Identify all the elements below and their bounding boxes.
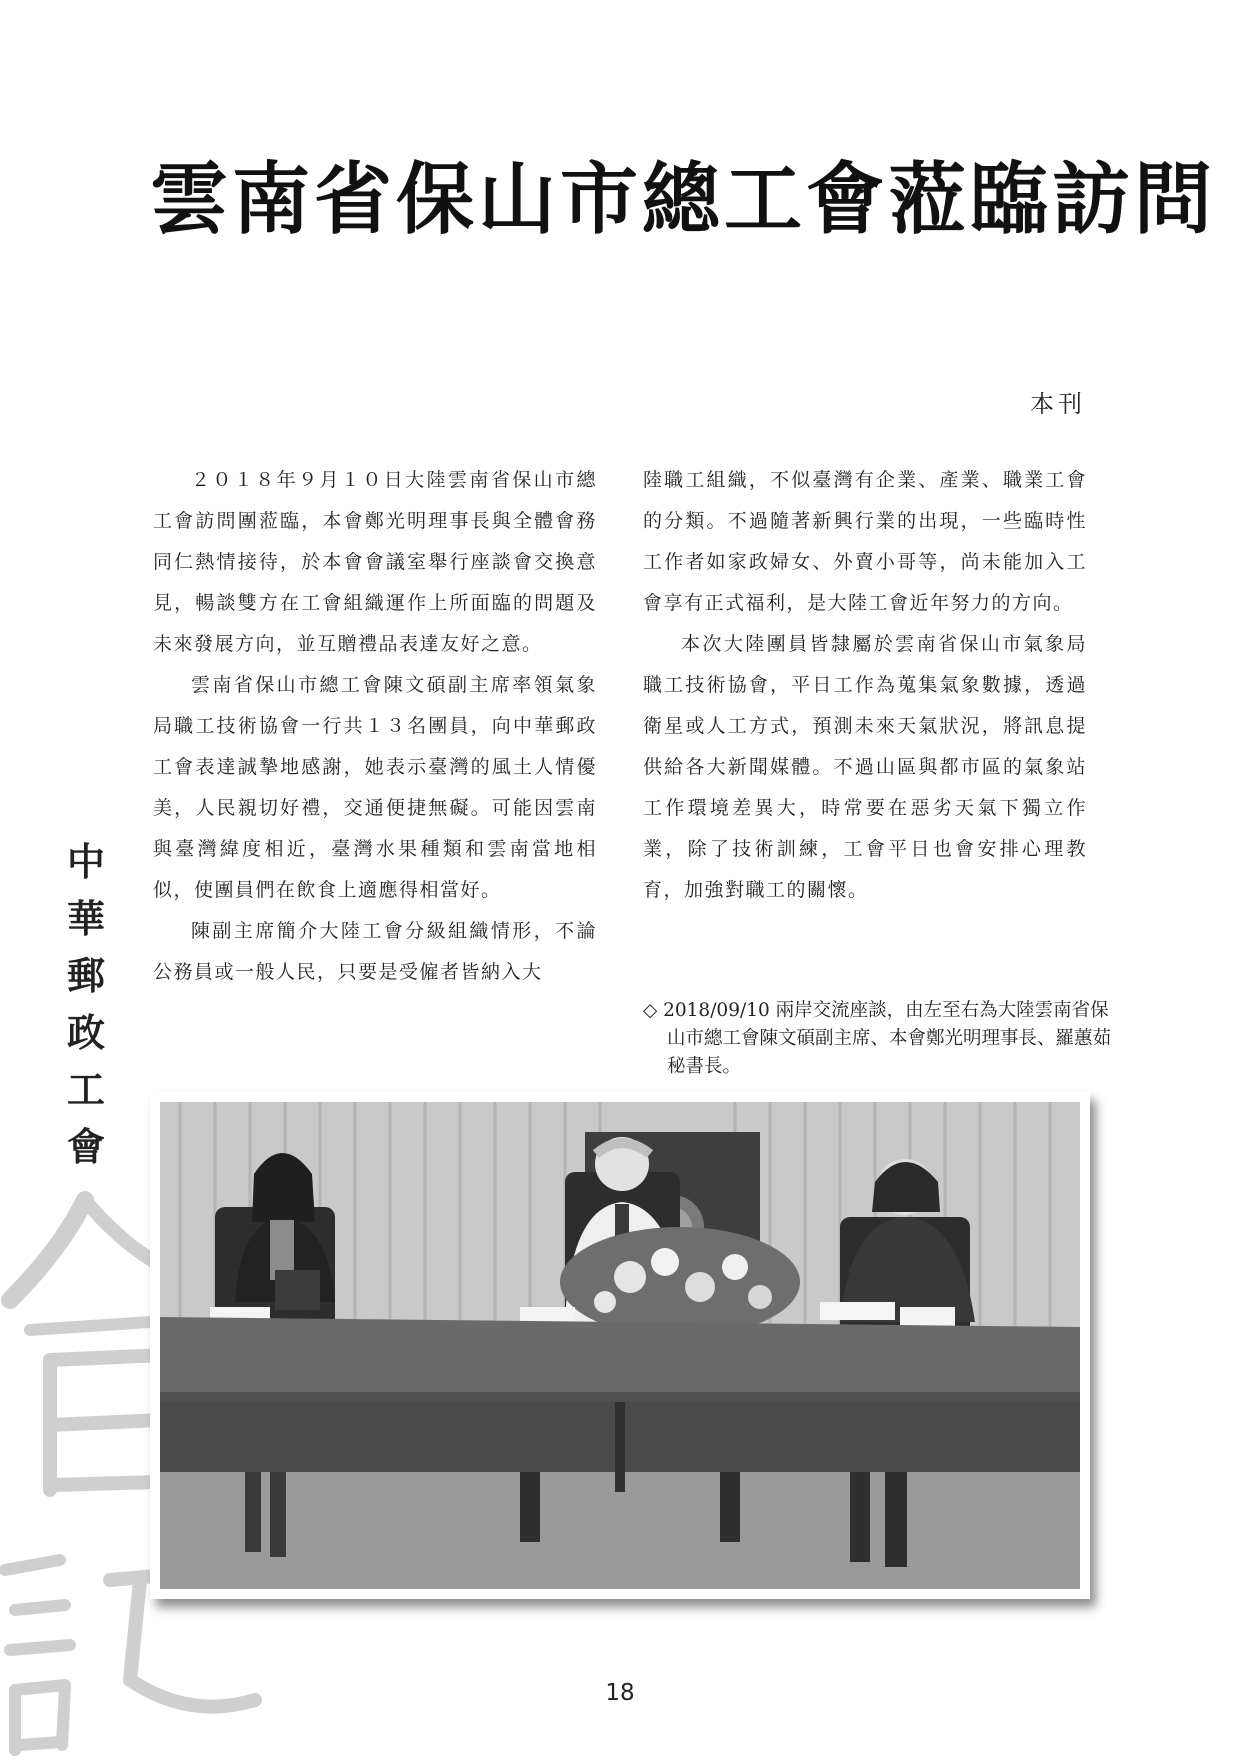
photo-caption: ◇ 2018/09/10 兩岸交流座談，由左至右為大陸雲南省保山市總工會陳文碩副主席、本會鄭光明理事長、羅蕙茹秘書長。: [643, 1000, 1112, 1077]
body-paragraph: 本次大陸團員皆隸屬於雲南省保山市氣象局職工技術協會，平日工作為蒐集氣象數據，透過衛星或人工方式，預測未來天氣狀況，將訊息提供給各大新聞媒體。不過山區與都市區的氣象站工作環境差異大，時常要在惡劣天氣下獨立作業，除了技術訓練，工會平日也會安排心理教育，加強對職工的關懷。: [643, 633, 1087, 901]
meeting-photo: [150, 1092, 1090, 1599]
body-paragraph: 陳副主席簡介大陸工會分級組織情形，不論公務員或一般人民，只要是受僱者皆納入大: [153, 920, 597, 983]
article-byline: 本刊: [1030, 390, 1086, 418]
article-body-right-column: [643, 460, 1087, 911]
meeting-photo-image: [160, 1102, 1080, 1589]
union-name-vertical-label: 中華郵政工會: [66, 839, 105, 1169]
body-paragraph: ２０１８年９月１０日大陸雲南省保山市總工會訪問團蒞臨，本會鄭光明理事長與全體會務同仁熱情接待，於本會會議室舉行座談會交換意見，暢談雙方在工會組織運作上所面臨的問題及未來發展方向，並互贈禮品表達友好之意。: [153, 469, 597, 655]
body-paragraph: 陸職工組織，不似臺灣有企業、產業、職業工會的分類。不過隨著新興行業的出現，一些臨時性工作者如家政婦女、外賣小哥等，尚未能加入工會享有正式福利，是大陸工會近年努力的方向。: [643, 469, 1087, 614]
article-body-left-column: [153, 460, 597, 993]
body-paragraph: 雲南省保山市總工會陳文碩副主席率領氣象局職工技術協會一行共１３名團員，向中華郵政工會表達誠摯地感謝，她表示臺灣的風土人情優美，人民親切好禮，交通便捷無礙。可能因雲南與臺灣緯度相近，臺灣水果種類和雲南當地相似，使團員們在飲食上適應得相當好。: [153, 674, 597, 901]
article-title: 雲南省保山市總工會蒞臨訪問: [150, 154, 1217, 245]
page-number: 18: [605, 1680, 635, 1706]
